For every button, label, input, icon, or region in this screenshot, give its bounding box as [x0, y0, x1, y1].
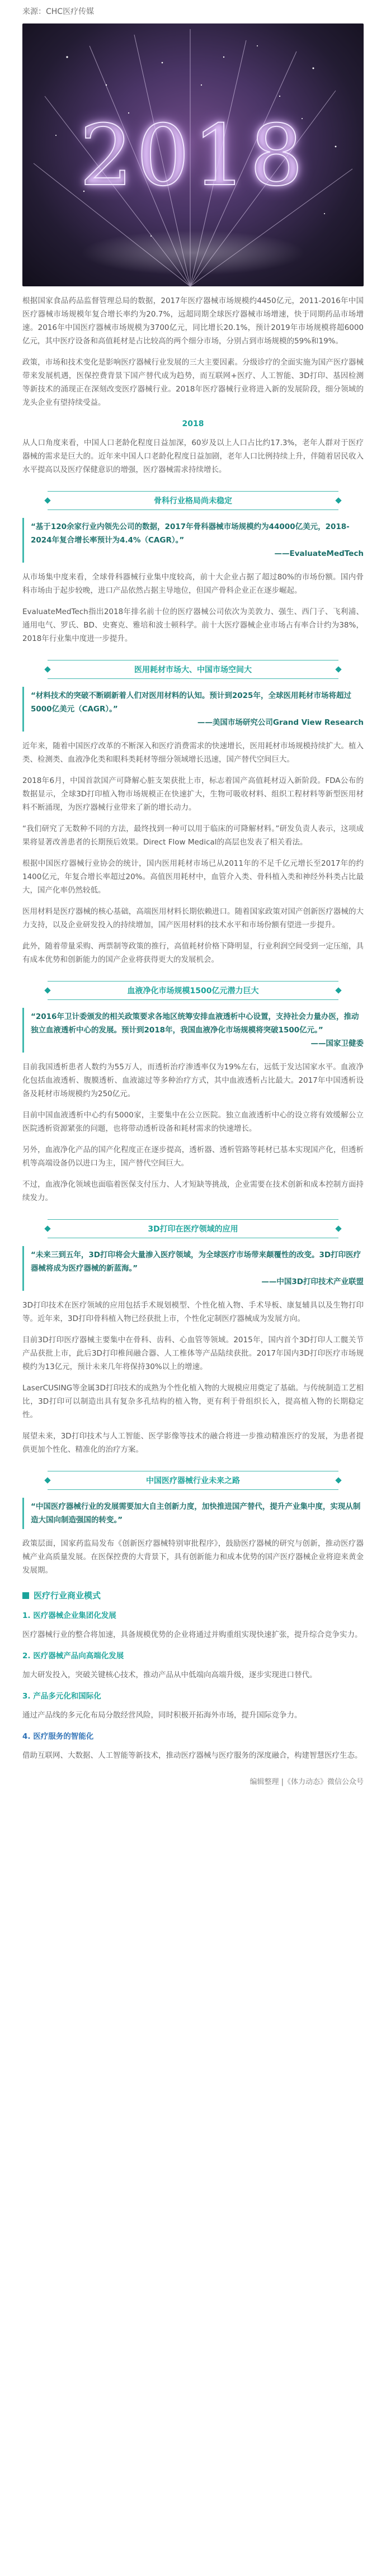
paragraph-f: “我们研究了无数种不同的方法，最终找到一种可以用于临床的可降解材料。”研发负责人表示，这项成果将显著改善患者的长期预后效果。Direct Flow Medical的高层也发表了相关看法。	[22, 824, 364, 847]
strategy-2-text: 加大研发投入，突破关键核心技术，推动产品从中低端向高端升级，逐步实现进口替代。	[22, 1671, 317, 1679]
section-heading-3	[48, 981, 338, 1000]
paragraph-d: 近年来，随着中国医疗改革的不断深入和医疗消费需求的快速增长，医用耗材市场规模持续扩大。植入类、检测类、血液净化类和眼科类耗材等细分领域增长迅速，国产替代空间巨大。	[22, 742, 364, 764]
paragraph-c: EvaluateMedTech指出2018年排名前十位的医疗器械公司依次为美敦力、强生、西门子、飞利浦、通用电气、罗氏、BD、史赛克、雅培和波士顿科学。前十大医疗器械企业市场占有率合计约为38%，2018年行业集中度进一步提升。	[22, 607, 364, 643]
paragraph-h: 医用材料是医疗器械的核心基础，高端医用材料长期依赖进口。随着国家政策对国产创新医疗器械的大力支持，以及企业研发投入的持续增加，国产医用材料的技术水平和市场份额有望进一步提升。	[22, 907, 364, 930]
paragraph-i: 此外，随着带量采购、两票制等政策的推行，高值耗材价格下降明显，行业利润空间受到一定压缩，具有成本优势和创新能力的国产企业将获得更大的发展机会。	[22, 942, 364, 964]
hero-image-2018-fireworks	[22, 23, 364, 286]
section-heading-5	[48, 1471, 338, 1490]
quote-4-text: “未来三到五年，3D打印将会大量渗入医疗领域，为全球医疗市场带来颠覆性的改变。3D打印医疗器械将成为医疗器械的新蓝海。”	[31, 1251, 361, 1273]
section-heading-5-text: 中国医疗器械行业未来之路	[48, 1471, 338, 1490]
paragraph-g: 根据中国医疗器械行业协会的统计，国内医用耗材市场已从2011年的不足千亿元增长至2017年的约1400亿元，年复合增长率超过20%。高值医用耗材中，血管介入类、骨科植入类和神经外科类占比最大，国产化率仍然较低。	[22, 859, 364, 895]
strategy-1-title: 1. 医疗器械企业集团化发展	[22, 1611, 116, 1620]
section-heading-2	[48, 660, 338, 679]
source-line: 来源：CHC医疗传媒	[22, 7, 95, 16]
strategies-heading	[22, 1589, 364, 1601]
year-label: 2018	[182, 419, 204, 428]
strategy-4-text: 借助互联网、大数据、人工智能等新技术，推动医疗器械与医疗服务的深度融合，构建智慧医疗生态。	[22, 1751, 363, 1760]
strategy-3-text: 通过产品线的多元化布局分散经营风险，同时积极开拓海外市场，提升国际竞争力。	[22, 1711, 302, 1720]
paragraph-b: 从市场集中度来看，全球骨科器械行业集中度较高，前十大企业占据了超过80%的市场份额。国内骨科市场由于起步较晚，进口产品依然占据主导地位，但国产骨科企业正在逐步崛起。	[22, 573, 364, 595]
quote-4	[22, 1246, 364, 1291]
quote-2-source: ——美国市场研究公司Grand View Research	[197, 718, 364, 727]
paragraph-e: 2018年6月，中国首款国产可降解心脏支架获批上市，标志着国产高值耗材迈入新阶段。FDA公布的数据显示，全球3D打印植入物市场规模正在快速扩大，生物可吸收材料、组织工程材料等新型医用材料不断涌现，为医疗器械行业带来了新的增长动力。	[22, 776, 364, 812]
strategy-3-title: 3. 产品多元化和国际化	[22, 1692, 101, 1701]
section-heading-1-text: 骨科行业格局尚未稳定	[48, 491, 338, 510]
paragraph-a: 从人口角度来看，中国人口老龄化程度日益加深，60岁及以上人口占比约17.3%，老年人群对于医疗器械的需求是巨大的。近年来中国人口老龄化程度日益加剧，老年人口比例持续上升，伴随着居民收入水平提高以及医疗保健意识的增强，医疗器械需求持续增长。	[22, 438, 364, 474]
quote-1-source: ——EvaluateMedTech	[274, 549, 364, 558]
section-heading-3-text: 血液净化市场规模1500亿元潜力巨大	[48, 981, 338, 1000]
paragraph-m: 不过，血液净化领域也面临着医保支付压力、人才短缺等挑战，企业需要在技术创新和成本控制方面持续发力。	[22, 1180, 364, 1202]
quote-1	[22, 518, 364, 563]
strategy-1-text: 医疗器械行业的整合将加速，具备规模优势的企业将通过并购重组实现快速扩张，提升综合竞争实力。	[22, 1630, 363, 1639]
quote-3-source: ——国家卫健委	[310, 1039, 364, 1048]
paragraph-l: 另外，血液净化产品的国产化程度正在逐步提高，透析器、透析管路等耗材已基本实现国产化，但透析机等高端设备仍以进口为主，国产替代空间巨大。	[22, 1145, 364, 1168]
section-heading-4-text: 3D打印在医疗领域的应用	[48, 1219, 338, 1238]
quote-5-text: “中国医疗器械行业的发展需要加大自主创新力度，加快推进国产替代，提升产业集中度，实现从制造大国向制造强国的转变。”	[31, 1502, 361, 1525]
quote-2	[22, 687, 364, 732]
paragraph-p: LaserCUSING等金属3D打印技术的成熟为个性化植入物的大规模应用奠定了基础。与传统制造工艺相比，3D打印可以制造出具有复杂多孔结构的植入物，更有利于骨组织长入，提高植入物的长期稳定性。	[22, 1384, 364, 1419]
paragraph-j: 目前我国透析患者人数约为55万人，而透析治疗渗透率仅为19%左右，远低于发达国家水平。血液净化包括血液透析、腹膜透析、血液滤过等多种治疗方式，其中血液透析占比最大。2017年中国透析设备及耗材市场规模约为250亿元。	[22, 1063, 364, 1098]
strategy-2-title: 2. 医疗器械产品向高端化发展	[22, 1652, 124, 1660]
intro-paragraph-1: 根据国家食品药品监督管理总局的数据，2017年医疗器械市场规模约4450亿元，2011-2016年中国医疗器械市场规模年复合增长率约为20.7%，远超同期全球医疗器械市场增速，快于同期药品市场增速。2016年中国医疗器械市场规模为3700亿元，同比增长20.1%，预计2019年市场规模将超6000亿元，其中医疗设备和高值耗材是占比较高的两个细分市场，分别占到市场规模的59%和19%。	[22, 296, 364, 346]
strategy-4-title: 4. 医疗服务的智能化	[22, 1732, 94, 1741]
paragraph-r: 政策层面，国家药监局发布《创新医疗器械特别审批程序》，鼓励医疗器械的研究与创新，推动医疗器械产业高质量发展。在医保控费的大背景下，具有创新能力和成本优势的国产医疗器械企业将迎来黄金发展期。	[22, 1539, 364, 1575]
square-bullet-icon	[22, 1592, 29, 1599]
quote-1-text: “基于120余家行业内领先公司的数据，2017年骨科器械市场规模约为44000亿美元，2018-2024年复合增长率预计为4.4%（CAGR）。”	[31, 522, 350, 545]
section-heading-1	[48, 491, 338, 510]
editor-credit: 编辑整理 |《体力动态》微信公众号	[250, 1778, 364, 1786]
section-heading-4	[48, 1219, 338, 1238]
quote-4-source: ——中国3D打印技术产业联盟	[261, 1277, 364, 1286]
strategies-heading-text: 医疗行业商业模式	[34, 1591, 101, 1601]
quote-3	[22, 1008, 364, 1053]
paragraph-n: 3D打印技术在医疗领域的应用包括手术规划模型、个性化植入物、手术导板、康复辅具以及生物打印等。近年来，3D打印骨科植入物已经获批上市，个性化定制医疗器械成为发展方向。	[22, 1301, 364, 1323]
section-heading-2-text: 医用耗材市场大、中国市场空间大	[48, 660, 338, 679]
quote-2-text: “材料技术的突破不断刷新着人们对医用材料的认知。预计到2025年，全球医用耗材市场将超过5000亿美元（CAGR）。”	[31, 691, 351, 714]
paragraph-k: 目前中国血液透析中心约有5000家，主要集中在公立医院。独立血液透析中心的设立将有效缓解公立医院透析资源紧张的问题，也将带动透析设备和耗材需求的快速增长。	[22, 1111, 364, 1133]
hero-year-text: 2018	[79, 107, 307, 205]
paragraph-o: 目前3D打印医疗器械主要集中在骨科、齿科、心血管等领域。2015年，国内首个3D打印人工髋关节产品获批上市，此后3D打印椎间融合器、人工椎体等产品陆续获批。2017年国内3D打印医疗市场规模约为13亿元，预计未来几年将保持30%以上的增速。	[22, 1336, 364, 1371]
paragraph-q: 展望未来，3D打印技术与人工智能、医学影像等技术的融合将进一步推动精准医疗的发展，为患者提供更加个性化、精准化的治疗方案。	[22, 1432, 364, 1454]
intro-paragraph-2: 政策，市场和技术变化是影响医疗器械行业发展的三大主要因素。分级诊疗的全面实施为国产医疗器械带来发展机遇，医保控费背景下国产替代成为趋势，而互联网+医疗、人工智能、3D打印、基因检测等新技术的涌现正在深刻改变医疗器械行业。2018年医疗器械行业将进入新的发展阶段，细分领域的龙头企业有望持续受益。	[22, 358, 364, 407]
quote-5	[22, 1498, 364, 1529]
quote-3-text: “2016年卫计委颁发的相关政策要求各地区统筹安排血液透析中心设置，支持社会力量办医，推动独立血液透析中心的发展。预计到2018年，我国血液净化市场规模将突破1500亿元。”	[31, 1012, 359, 1035]
